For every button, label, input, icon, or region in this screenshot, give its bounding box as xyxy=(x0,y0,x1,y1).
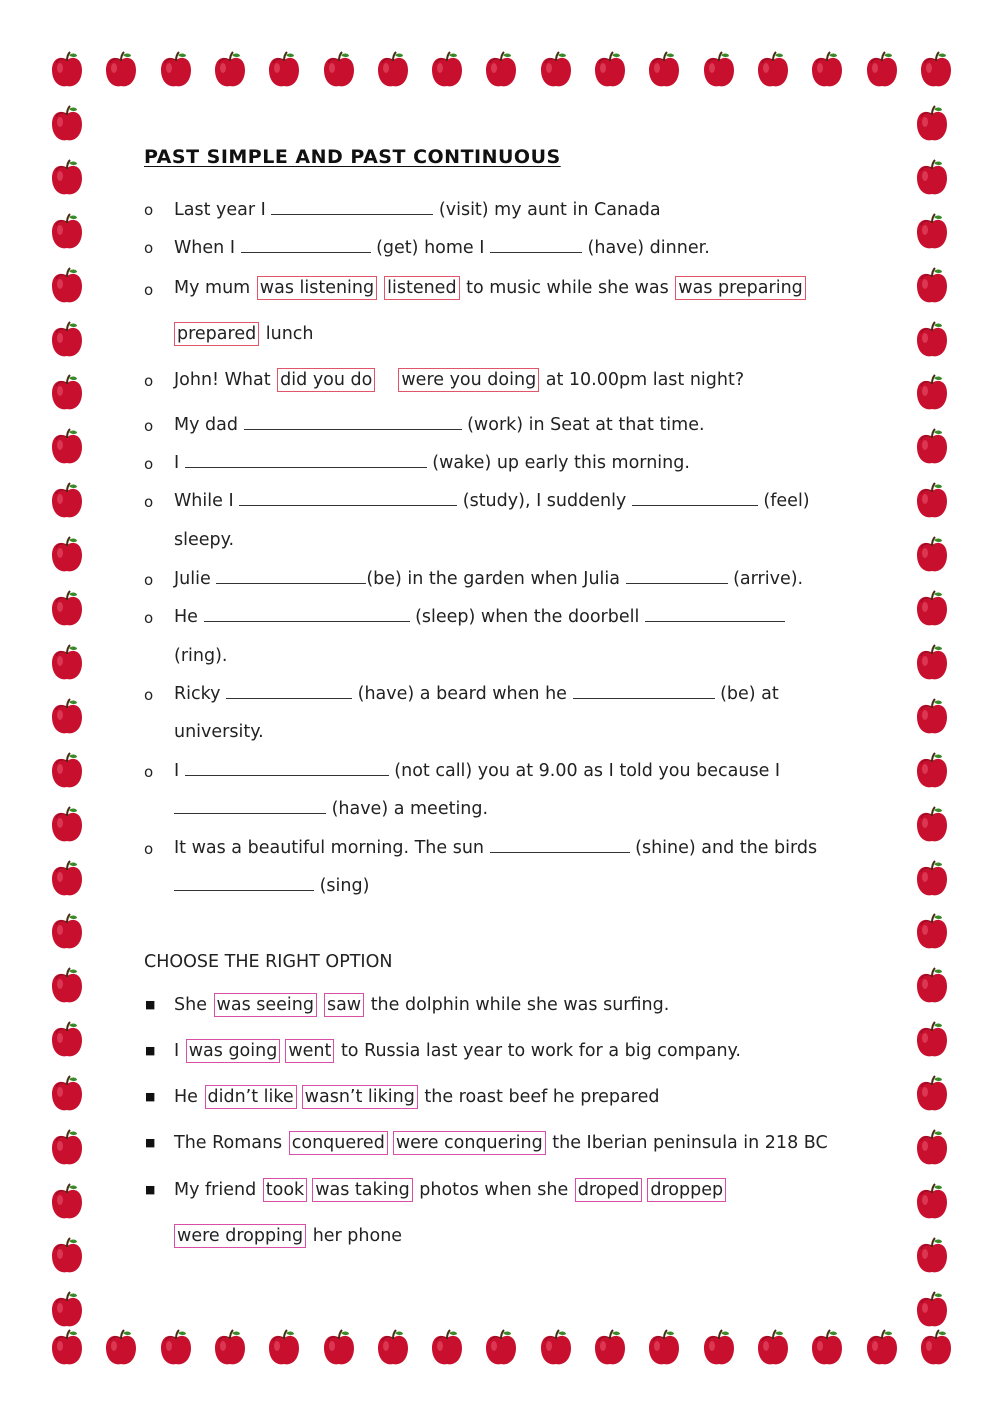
sentence-3: My mum was listening listened to music while she was was preparing xyxy=(174,276,807,300)
answer-blank[interactable] xyxy=(645,605,785,622)
apple-icon xyxy=(159,51,193,89)
sentence-12: It was a beautiful morning. The sun (shine) and the birds xyxy=(174,838,818,858)
apple-icon xyxy=(915,644,949,682)
apple-icon xyxy=(915,1021,949,1059)
option-prepared[interactable]: prepared xyxy=(174,322,259,346)
option-did-you-do[interactable]: did you do xyxy=(277,368,375,392)
apple-icon xyxy=(50,860,84,898)
apple-icon xyxy=(159,1329,193,1367)
apple-icon xyxy=(915,213,949,251)
square-bullet-1: ■ xyxy=(145,998,156,1011)
apple-icon xyxy=(647,51,681,89)
answer-blank[interactable] xyxy=(216,567,366,584)
option-was-listening[interactable]: was listening xyxy=(257,276,377,300)
apple-icon xyxy=(50,1329,84,1367)
apple-icon xyxy=(915,482,949,520)
sentence-9-cont: (ring). xyxy=(174,646,228,666)
apple-icon xyxy=(322,1329,356,1367)
answer-blank[interactable] xyxy=(241,236,371,253)
answer-blank[interactable] xyxy=(239,489,457,506)
apple-icon xyxy=(376,1329,410,1367)
answer-blank[interactable] xyxy=(174,797,326,814)
apple-icon xyxy=(919,51,953,89)
apple-icon xyxy=(50,1021,84,1059)
answer-blank[interactable] xyxy=(632,489,758,506)
apple-icon xyxy=(915,1075,949,1113)
apple-icon xyxy=(915,267,949,305)
apple-icon xyxy=(50,213,84,251)
apple-icon xyxy=(104,51,138,89)
apple-icon xyxy=(756,1329,790,1367)
sentence-1: Last year I (visit) my aunt in Canada xyxy=(174,200,661,220)
sentence-9: He (sleep) when the doorbell xyxy=(174,605,785,629)
apple-icon xyxy=(50,644,84,682)
bullet-3: o xyxy=(144,281,154,299)
apple-icon xyxy=(915,428,949,466)
sentence-8: Julie (be) in the garden when Julia (arrive). xyxy=(174,569,804,589)
sentence-7-cont: sleepy. xyxy=(174,530,235,550)
apple-icon xyxy=(810,1329,844,1367)
bullet-12: o xyxy=(144,840,154,858)
option-conquered[interactable]: conquered xyxy=(289,1131,388,1155)
apple-icon xyxy=(915,967,949,1005)
apple-icon xyxy=(322,51,356,89)
option-were-dropping[interactable]: were dropping xyxy=(174,1224,306,1248)
apple-icon xyxy=(50,913,84,951)
apple-icon xyxy=(915,1183,949,1221)
apple-icon xyxy=(50,105,84,143)
apple-icon xyxy=(915,1291,949,1329)
sentence-11-cont: (have) a meeting. xyxy=(174,797,488,821)
option-droppep[interactable]: droppep xyxy=(647,1178,726,1202)
apple-icon xyxy=(702,51,736,89)
apple-icon xyxy=(50,806,84,844)
apple-icon xyxy=(756,51,790,89)
option-listened[interactable]: listened xyxy=(384,276,459,300)
bullet-6: o xyxy=(144,455,154,473)
apple-icon xyxy=(919,1329,953,1367)
bullet-7: o xyxy=(144,493,154,511)
bullet-4: o xyxy=(144,372,154,390)
apple-icon xyxy=(865,1329,899,1367)
bullet-8: o xyxy=(144,571,154,589)
apple-icon xyxy=(915,752,949,790)
choice-sentence-5: My friend took was taking photos when she droped droppep xyxy=(174,1178,727,1202)
apple-icon xyxy=(50,698,84,736)
square-bullet-5: ■ xyxy=(145,1183,156,1196)
apple-icon xyxy=(213,51,247,89)
bullet-11: o xyxy=(144,763,154,781)
sentence-5: My dad (work) in Seat at that time. xyxy=(174,415,705,435)
option-was-taking[interactable]: was taking xyxy=(312,1178,413,1202)
apple-icon xyxy=(50,590,84,628)
sentence-6: I (wake) up early this morning. xyxy=(174,453,690,473)
apple-icon xyxy=(430,51,464,89)
apple-icon xyxy=(50,428,84,466)
square-bullet-4: ■ xyxy=(145,1136,156,1149)
square-bullet-3: ■ xyxy=(145,1090,156,1103)
option-wasnt-liking[interactable]: wasn’t liking xyxy=(302,1085,418,1109)
sentence-10-cont: university. xyxy=(174,722,264,742)
apple-icon xyxy=(915,536,949,574)
sentence-4: John! What did you do were you doing at 10.00pm last night? xyxy=(174,370,745,390)
apple-icon xyxy=(267,51,301,89)
apple-icon xyxy=(539,51,573,89)
apple-icon xyxy=(213,1329,247,1367)
apple-icon xyxy=(539,1329,573,1367)
answer-blank[interactable] xyxy=(226,682,352,699)
apple-icon xyxy=(484,1329,518,1367)
answer-blank[interactable] xyxy=(185,759,389,776)
apple-icon xyxy=(915,590,949,628)
apple-icon xyxy=(50,1237,84,1275)
apple-icon xyxy=(50,536,84,574)
apple-icon xyxy=(50,1291,84,1329)
answer-blank[interactable] xyxy=(490,236,582,253)
apple-icon xyxy=(915,860,949,898)
apple-icon xyxy=(376,51,410,89)
apple-icon xyxy=(915,159,949,197)
apple-icon xyxy=(915,1129,949,1167)
choice-sentence-4: The Romans conquered were conquering the Iberian peninsula in 218 BC xyxy=(174,1133,828,1153)
apple-icon xyxy=(50,321,84,359)
bullet-2: o xyxy=(144,239,154,257)
apple-icon xyxy=(593,51,627,89)
option-took[interactable]: took xyxy=(263,1178,307,1202)
apple-icon xyxy=(915,374,949,412)
sentence-10: Ricky (have) a beard when he (be) at xyxy=(174,684,779,704)
apple-icon xyxy=(50,159,84,197)
bullet-10: o xyxy=(144,686,154,704)
option-was-seeing[interactable]: was seeing xyxy=(214,993,317,1017)
option-were-conquering[interactable]: were conquering xyxy=(393,1131,546,1155)
choice-sentence-1: She was seeing saw the dolphin while she was surfing. xyxy=(174,995,670,1015)
sentence-2: When I (get) home I (have) dinner. xyxy=(174,238,710,258)
option-were-you-doing[interactable]: were you doing xyxy=(398,368,539,392)
answer-blank[interactable] xyxy=(244,413,462,430)
apple-icon xyxy=(702,1329,736,1367)
apple-icon xyxy=(915,913,949,951)
bullet-9: o xyxy=(144,609,154,627)
apple-icon xyxy=(50,1075,84,1113)
apple-icon xyxy=(50,967,84,1005)
choice-sentence-3: He didn’t like wasn’t liking the roast beef he prepared xyxy=(174,1087,660,1107)
option-went[interactable]: went xyxy=(285,1039,334,1063)
apple-icon xyxy=(50,482,84,520)
apple-icon xyxy=(915,321,949,359)
apple-icon xyxy=(50,1129,84,1167)
apple-icon xyxy=(915,698,949,736)
apple-icon xyxy=(430,1329,464,1367)
choice-sentence-2: I was going went to Russia last year to work for a big company. xyxy=(174,1041,741,1061)
answer-blank[interactable] xyxy=(573,682,715,699)
apple-icon xyxy=(915,105,949,143)
answer-blank[interactable] xyxy=(626,567,728,584)
apple-icon xyxy=(915,1237,949,1275)
apple-icon xyxy=(50,374,84,412)
option-saw[interactable]: saw xyxy=(324,993,364,1017)
sentence-3-cont: prepared lunch xyxy=(174,322,314,346)
apple-icon xyxy=(50,752,84,790)
apple-icon xyxy=(810,51,844,89)
option-droped[interactable]: droped xyxy=(575,1178,643,1202)
option-didnt-like[interactable]: didn’t like xyxy=(205,1085,297,1109)
answer-blank[interactable] xyxy=(204,605,410,622)
option-was-going[interactable]: was going xyxy=(186,1039,281,1063)
apple-icon xyxy=(104,1329,138,1367)
bullet-1: o xyxy=(144,201,154,219)
answer-blank[interactable] xyxy=(490,836,630,853)
bullet-5: o xyxy=(144,417,154,435)
apple-icon xyxy=(915,806,949,844)
square-bullet-2: ■ xyxy=(145,1044,156,1057)
answer-blank[interactable] xyxy=(185,451,427,468)
sentence-7: While I (study), I suddenly (feel) xyxy=(174,491,810,511)
apple-icon xyxy=(593,1329,627,1367)
sentence-12-cont: (sing) xyxy=(174,874,369,898)
apple-icon xyxy=(50,51,84,89)
sentence-11: I (not call) you at 9.00 as I told you because I xyxy=(174,761,781,781)
page-title: PAST SIMPLE AND PAST CONTINUOUS xyxy=(144,146,561,168)
choice-sentence-5-cont: were dropping her phone xyxy=(174,1224,402,1248)
answer-blank[interactable] xyxy=(174,874,314,891)
apple-icon xyxy=(865,51,899,89)
apple-icon xyxy=(647,1329,681,1367)
apple-icon xyxy=(267,1329,301,1367)
apple-icon xyxy=(484,51,518,89)
apple-icon xyxy=(50,1183,84,1221)
apple-icon xyxy=(50,267,84,305)
section-heading: CHOOSE THE RIGHT OPTION xyxy=(144,952,393,972)
answer-blank[interactable] xyxy=(271,198,433,215)
option-was-preparing[interactable]: was preparing xyxy=(675,276,806,300)
